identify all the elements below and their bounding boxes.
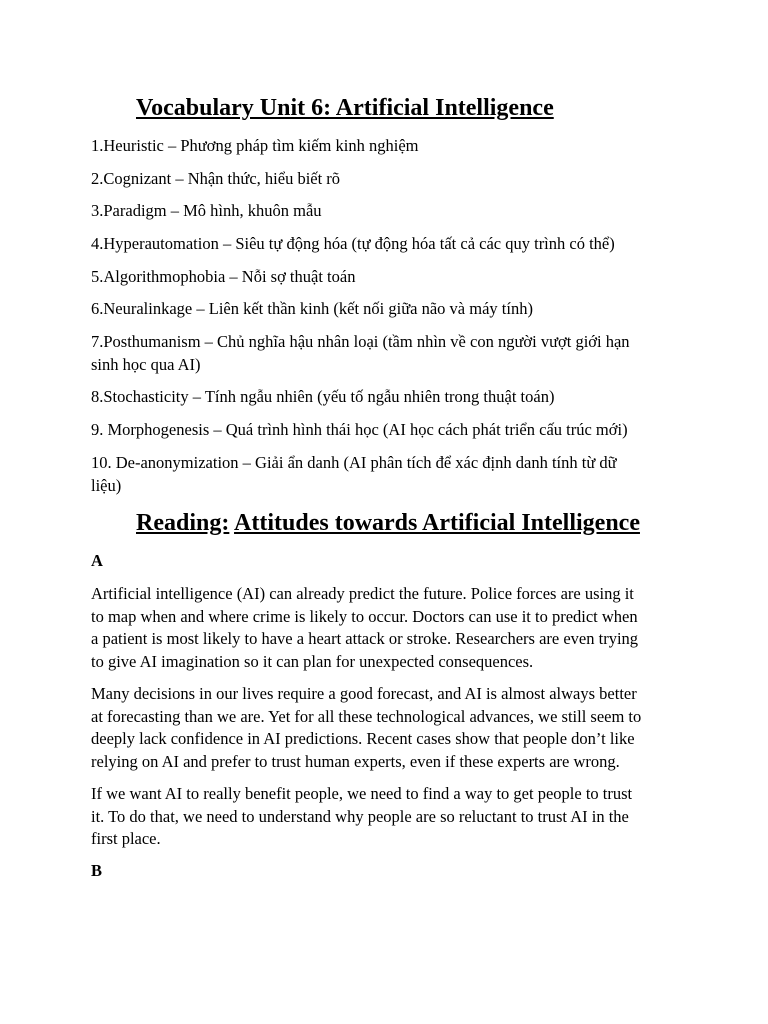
paragraph-line: at forecasting than we are. Yet for all these technological advances, we still seem to [91,706,642,726]
reading-label: Reading: [136,510,230,536]
section-b-label: B [91,861,103,880]
paragraph-line: first place. [91,829,161,849]
page-title: Vocabulary Unit 6: Artificial Intelligence [136,95,554,121]
vocab-line: 8.Stochasticity – Tính ngẫu nhiên (yếu tố ngẫu nhiên trong thuật toán) [91,387,555,406]
vocab-line: 6.Neuralinkage – Liên kết thần kinh (kết nối giữa não và máy tính) [91,299,533,318]
paragraph-line: Many decisions in our lives require a good forecast, and AI is almost always better [91,684,637,703]
paragraph-line: relying on AI and prefer to trust human experts, even if these experts are wrong. [91,751,620,771]
vocab-item-1 [91,135,691,158]
vocab-item-6 [91,298,691,321]
paragraph-3 [91,783,691,851]
vocab-line: 10. De-anonymization – Giải ẩn danh (AI phân tích để xác định danh tính từ dữ [91,453,617,472]
paragraph-line: it. To do that, we need to understand why people are so reluctant to trust AI in the [91,806,629,826]
vocab-line: 5.Algorithmophobia – Nỗi sợ thuật toán [91,267,356,286]
vocab-line: 2.Cognizant – Nhận thức, hiểu biết rõ [91,169,341,188]
vocab-line: 3.Paradigm – Mô hình, khuôn mẫu [91,201,322,220]
vocab-item-5 [91,266,691,289]
vocab-line: 9. Morphogenesis – Quá trình hình thái học (AI học cách phát triển cấu trúc mới) [91,420,628,439]
reading-heading [136,508,640,538]
paragraph-line: Artificial intelligence (AI) can already predict the future. Police forces are using it [91,584,634,603]
paragraph-line: deeply lack confidence in AI predictions. Recent cases show that people don’t like [91,729,635,749]
vocab-item-2 [91,168,691,191]
reading-title: Attitudes towards Artificial Intelligence [234,510,640,536]
vocab-line: 1.Heuristic – Phương pháp tìm kiếm kinh nghiệm [91,136,419,155]
vocab-line: 7.Posthumanism – Chủ nghĩa hậu nhân loại (tầm nhìn về con người vượt giới hạn [91,332,630,351]
paragraph-line: to give AI imagination so it can plan for unexpected consequences. [91,651,534,671]
vocab-line: sinh học qua AI) [91,354,201,374]
paragraph-line: If we want AI to really benefit people, we need to find a way to get people to trust [91,784,633,803]
section-a-label: A [91,551,103,570]
vocab-item-3 [91,200,691,223]
paragraph-1 [91,583,691,673]
vocab-item-10 [91,452,691,497]
vocab-item-8 [91,386,691,409]
paragraph-line: a patient is most likely to have a heart attack or stroke. Researchers are even trying [91,629,639,649]
paragraph-2 [91,683,691,773]
vocab-item-7 [91,331,691,376]
vocab-item-4 [91,233,691,256]
vocab-line: 4.Hyperautomation – Siêu tự động hóa (tự động hóa tất cả các quy trình có thể) [91,234,615,253]
vocab-item-9 [91,419,691,442]
vocab-line: liệu) [91,475,122,495]
paragraph-line: to map when and where crime is likely to occur. Doctors can use it to predict when [91,606,638,626]
